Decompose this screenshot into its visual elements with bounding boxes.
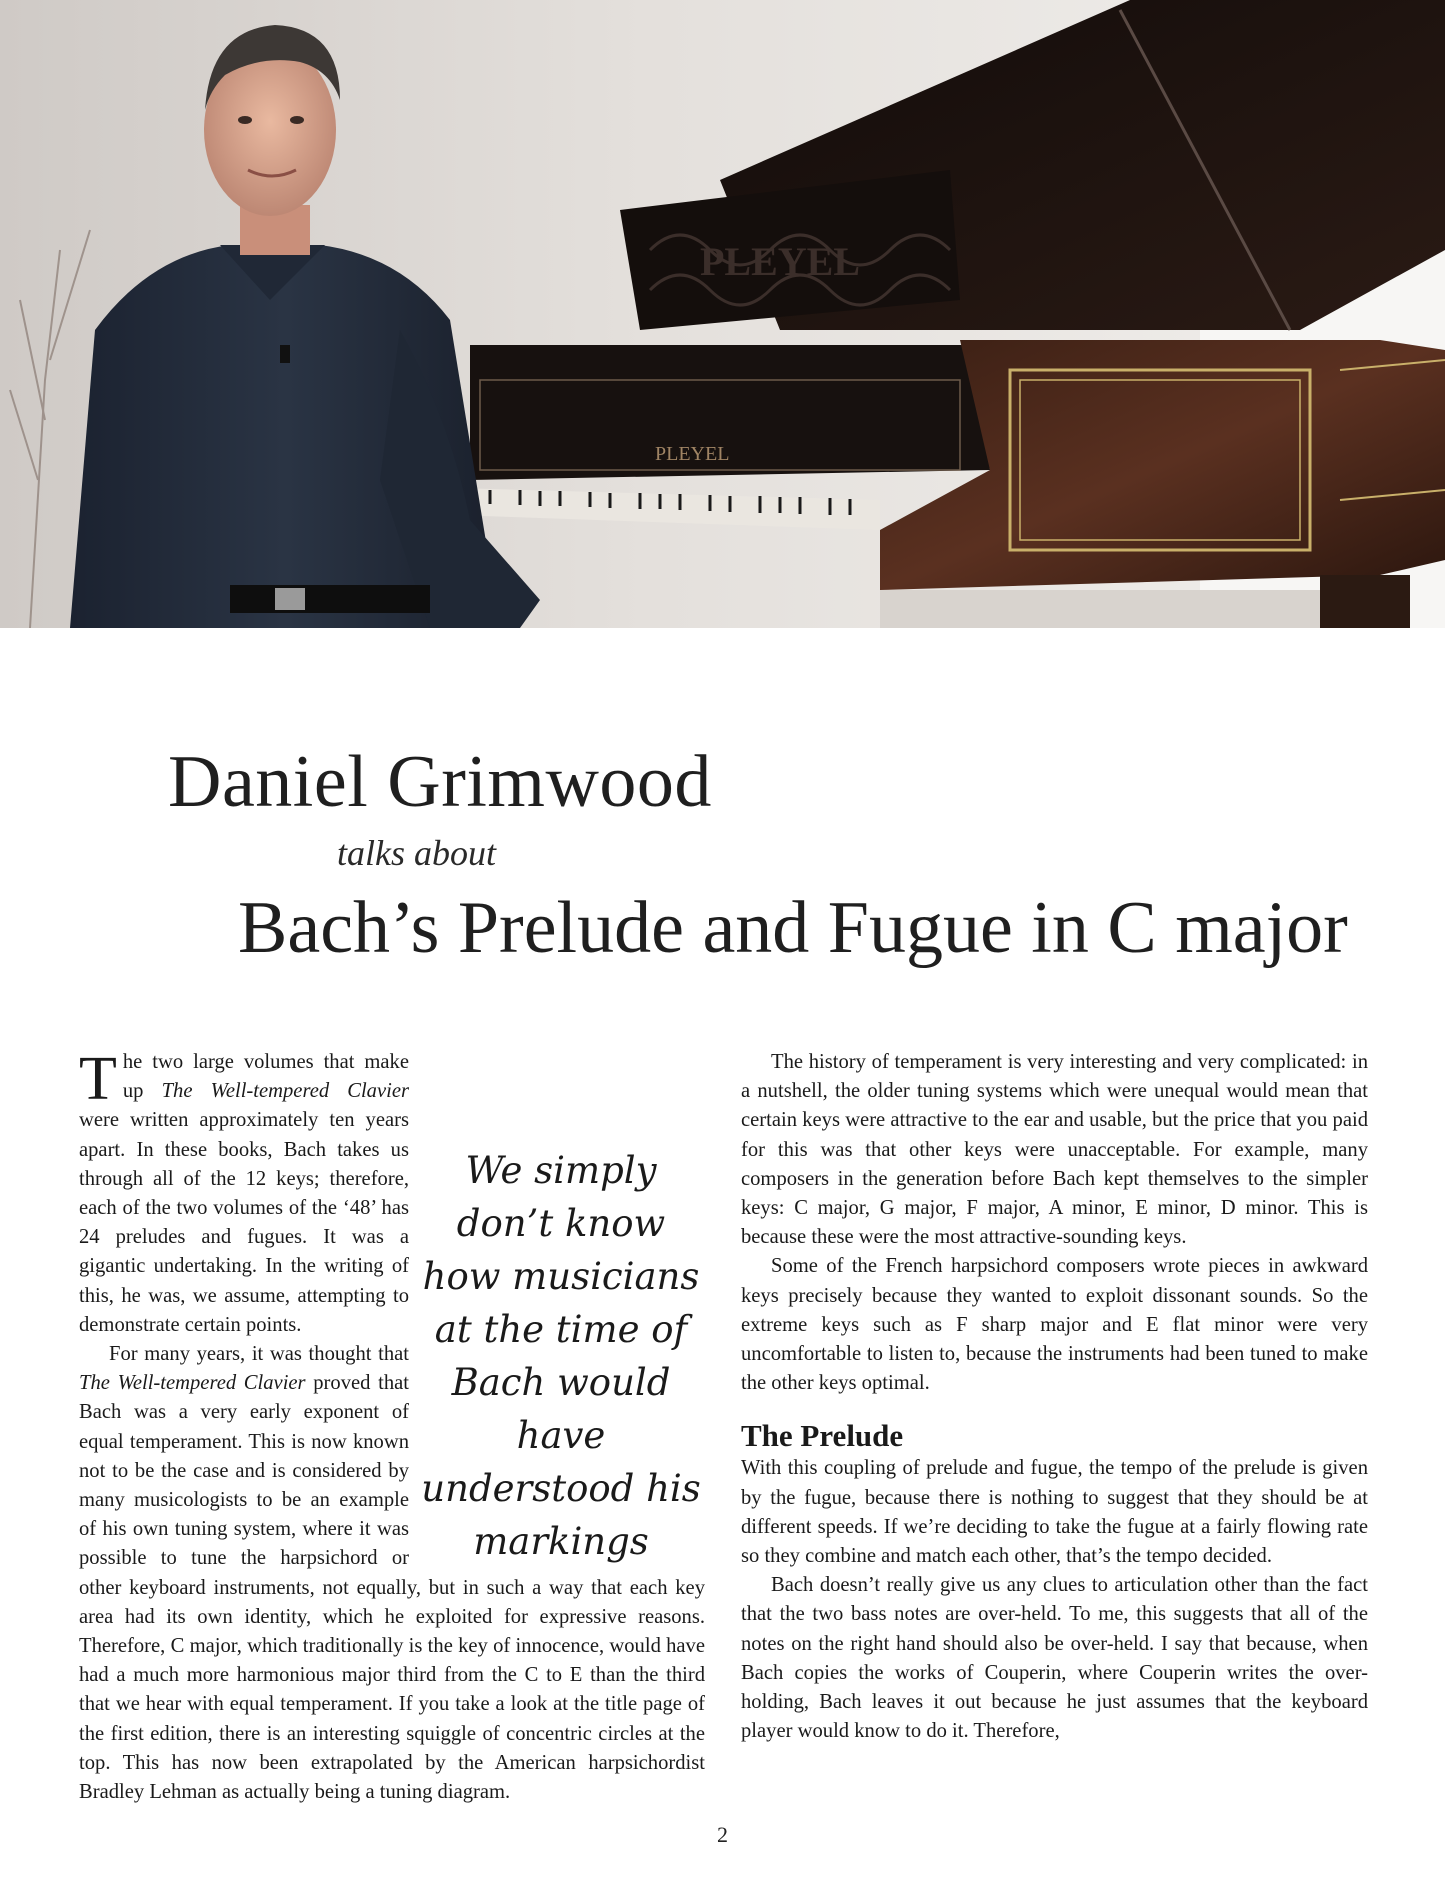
work-title-italic: The Well-tempered Clavier bbox=[161, 1080, 409, 1103]
piece-title: Bach’s Prelude and Fugue in C major bbox=[238, 887, 1348, 969]
pull-quote: We simply don’t know how musicians at the time of Bach would have understood his markings bbox=[421, 1149, 701, 1563]
page-number: 2 bbox=[717, 1822, 728, 1847]
right-column bbox=[741, 1048, 1368, 1746]
temperament-text-a: For many years, it was thought that bbox=[109, 1343, 409, 1366]
section-heading-prelude: The Prelude bbox=[741, 1418, 904, 1454]
piano-brand-fallboard: PLEYEL bbox=[655, 443, 730, 465]
left-column bbox=[79, 1045, 705, 1808]
intro-text-a: he two large volumes that make up bbox=[122, 1051, 409, 1103]
drop-cap: T bbox=[79, 1045, 117, 1113]
paragraph-history: The history of temperament is very interesting and very complicated: in a nutshell, the older tuning systems which were unequal would mean that certain keys were attractive to the ear and usable, but the price that you paid for this was that other keys were unacceptable. For example, many composers in the generation before Bach kept themselves to the simpler keys: C major, G major, F major, A minor, E minor, D minor. This is because these were the most attractive-sounding keys. bbox=[741, 1051, 1368, 1249]
pianist-at-piano-image bbox=[0, 0, 1445, 628]
hero-photo bbox=[0, 0, 1445, 628]
work-title-italic: The Well-tempered Clavier bbox=[79, 1372, 306, 1395]
title-connector: talks about bbox=[337, 833, 496, 873]
paragraph-articulation: Bach doesn’t really give us any clues to articulation other than the fact that the two bass notes are over-held. To me, this suggests that all of the notes on the right hand should also be over-held. I say that because, when Bach copies the works of Couperin, where Couperin writes the over-holding, Bach leaves it out because he just assumes that the keyboard player would know to do it. Therefore, bbox=[741, 1574, 1368, 1743]
intro-text-b: were written approximately ten years apart. In these books, Bach takes us through all of the 12 keys; therefore, each of the two volumes of the ‘48’ has 24 preludes and fugues. It was a gigantic undertaking. In the writing of this, he was, we assume, attempting to demonstrate certain points. bbox=[79, 1109, 409, 1336]
temperament-text-b: proved that Bach was a very early exponent of equal temperament. This is now known not to be the case and is considered by many musicologists to be an example of his own tuning system, where it was possible to tune the harpsichord or other keyboard instruments, not equally, but in such a way that each key area had its own identity, which he exploited for expressive reasons. Therefore, C major, which traditionally is the key of innocence, would have had a much more harmonious major third from the C to E than the third that we hear with equal temperament. If you take a look at the title page of the first edition, there is an interesting squiggle of concentric circles at the top. This has now been extrapolated by the American harpsichordist Bradley Lehman as actually being a tuning diagram. bbox=[79, 1372, 705, 1804]
paragraph-tempo: With this coupling of prelude and fugue, the tempo of the prelude is given by the fugue, because there is nothing to suggest that they should be at different speeds. If we’re deciding to take the fugue at a fairly flowing rate so they combine and match each other, that’s the tempo decided. bbox=[741, 1457, 1368, 1568]
paragraph-french: Some of the French harpsichord composers wrote pieces in awkward keys precisely because they wanted to exploit dissonant sounds. So the extreme keys such as F sharp major and E flat minor were very uncomfortable to listen to, because the instruments had been tuned to make the other keys optimal. bbox=[741, 1255, 1368, 1395]
author-name-title: Daniel Grimwood bbox=[168, 741, 712, 823]
piano-brand-desk: PLEYEL bbox=[700, 239, 861, 284]
